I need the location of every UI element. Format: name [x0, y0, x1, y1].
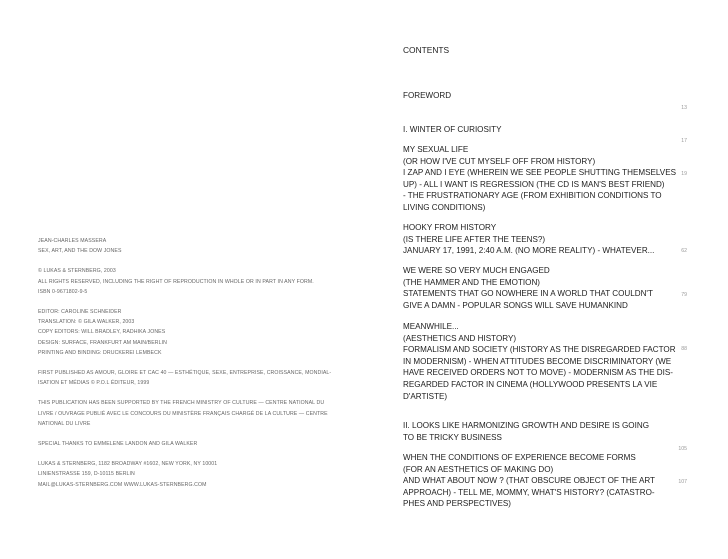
toc-entry-description: JANUARY 17, 1991, 2:40 A.M. (NO MORE REALITY) - WHATEVER...: [403, 246, 655, 256]
support-line-3: NATIONAL DU LIVRE: [38, 420, 91, 427]
first-published-line-2: ISATION ET MÉDIAS © P.O.L ÉDITEUR, 1999: [38, 380, 150, 387]
toc-entry-description: IN MODERNISM) - WHEN ATTITUDES BECOME DISCRIMINATORY (WE: [403, 356, 672, 366]
toc-entry-description: UP) - ALL I WANT IS REGRESSION (THE CD IS MAN'S BEST FRIEND): [403, 179, 665, 189]
thanks-line: SPECIAL THANKS TO EMMELENE LANDON AND GILA WALKER: [38, 441, 198, 448]
author-name: JEAN-CHARLES MASSERA: [38, 238, 107, 244]
toc-entry-title: II. LOOKS LIKE HARMONIZING GROWTH AND DESIRE IS GOING: [403, 421, 649, 430]
address-line-2: LINIENSTRASSE 159, D-10115 BERLIN: [38, 471, 135, 478]
book-title: SEX, ART, AND THE DOW JONES: [38, 248, 122, 255]
page-number: 105: [678, 446, 687, 452]
toc-entry-foreword: [403, 90, 665, 102]
printing-line: PRINTING AND BINDING: DRUCKEREI LEMBECK: [38, 349, 162, 356]
toc-entry-description: PHES AND PERSPECTIVES): [403, 499, 511, 509]
toc-entry-description: STATEMENTS THAT GO NOWHERE IN A WORLD THAT COULDN'T: [403, 289, 653, 299]
toc-entry-subtitle: (FOR AN AESTHETICS OF MAKING DO): [403, 464, 554, 474]
toc-entry-title: I. WINTER OF CURIOSITY: [403, 125, 502, 134]
toc-entry-subtitle: (THE HAMMER AND THE EMOTION): [403, 277, 540, 287]
toc-entry-description: HAVE RECEIVED ORDERS NOT TO MOVE) - MODERNISM AS THE DIS-: [403, 368, 673, 378]
page-number: 17: [681, 138, 687, 144]
toc-entry-subtitle: (OR HOW I'VE CUT MYSELF OFF FROM HISTORY): [403, 156, 596, 166]
toc-entry-description: AND WHAT ABOUT NOW ? (THAT OBSCURE OBJECT OF THE ART: [403, 476, 655, 486]
toc-entry-part-1: [403, 124, 665, 136]
support-line: THIS PUBLICATION HAS BEEN SUPPORTED BY THE FRENCH MINISTRY OF CULTURE — CENTRE NATIONAL DU: [38, 400, 325, 407]
toc-entry-title: WE WERE SO VERY MUCH ENGAGED: [403, 266, 550, 275]
rights-line: ALL RIGHTS RESERVED, INCLUDING THE RIGHT OF REPRODUCTION IN WHOLE OR IN PART IN ANY FORM.: [38, 278, 314, 285]
first-published-line: FIRST PUBLISHED AS AMOUR, GLOIRE ET CAC 40 — ESTHÉTIQUE, SEXE, ENTREPRISE, CROISSANCE, MONDIAL-: [38, 370, 332, 377]
support-line-2: LIVRE / OUVRAGE PUBLIÉ AVEC LE CONCOURS DU MINISTÈRE FRANÇAIS CHARGÉ DE LA CULTURE — CENTRE: [38, 410, 328, 417]
page-number: 107: [678, 479, 687, 485]
page-number: 19: [681, 171, 687, 177]
contact-line: MAIL@LUKAS-STERNBERG.COM WWW.LUKAS-STERNBERG.COM: [38, 481, 207, 488]
toc-entry-title: MY SEXUAL LIFE: [403, 145, 469, 154]
isbn-line: ISBN 0-9671802-9-5: [38, 288, 88, 295]
toc-entry-meanwhile: [403, 321, 676, 402]
editor-line: EDITOR: CAROLINE SCHNEIDER: [38, 309, 122, 316]
colophon: [38, 236, 338, 490]
toc-entry-engaged: [403, 265, 665, 311]
page-number: 62: [681, 248, 687, 254]
toc-entry-title: MEANWHILE...: [403, 322, 459, 331]
toc-entry-hooky-from-history: [403, 222, 665, 257]
toc-entry-description: - THE FRUSTRATIONARY AGE (FROM EXHIBITION CONDITIONS TO: [403, 191, 662, 201]
toc-entry-my-sexual-life: [403, 144, 676, 214]
toc-entry-description: I ZAP AND I EYE (WHEREIN WE SEE PEOPLE SHUTTING THEMSELVES: [403, 168, 676, 178]
page-number: 13: [681, 105, 687, 111]
toc-entry-title: TO BE TRICKY BUSINESS: [403, 432, 502, 442]
toc-entry-description: FORMALISM AND SOCIETY (HISTORY AS THE DISREGARDED FACTOR: [403, 345, 676, 355]
toc-entry-subtitle: (IS THERE LIFE AFTER THE TEENS?): [403, 234, 546, 244]
address-line: LUKAS & STERNBERG, 1182 BROADWAY #1602, NEW YORK, NY 10001: [38, 461, 218, 468]
design-line: DESIGN: SURFACE, FRANKFURT AM MAIN/BERLIN: [38, 339, 168, 346]
toc-entry-subtitle: (AESTHETICS AND HISTORY): [403, 333, 517, 343]
toc-entry-description: APPROACH) - TELL ME, MOMMY, WHAT'S HISTORY? (CATASTRO-: [403, 487, 655, 497]
toc-entry-conditions-of-experience: [403, 452, 665, 510]
toc-entry-title: WHEN THE CONDITIONS OF EXPERIENCE BECOME FORMS: [403, 453, 636, 462]
copyright-line: © LUKAS & STERNBERG, 2003: [38, 268, 116, 275]
toc-entry-description: REGARDED FACTOR IN CINEMA (HOLLYWOOD PRESENTS LA VIE: [403, 379, 658, 389]
toc-entry-description: D'ARTISTE): [403, 391, 448, 401]
toc-entry-title: FOREWORD: [403, 91, 452, 100]
contents-title: CONTENTS: [403, 45, 450, 55]
toc-entry-description: LIVING CONDITIONS): [403, 202, 486, 212]
toc-entry-title: HOOKY FROM HISTORY: [403, 223, 497, 232]
toc-entry-part-2: [403, 420, 665, 443]
page-number: 79: [681, 292, 687, 298]
page-number: 88: [681, 346, 687, 352]
copy-editors-line: COPY EDITORS: WILL BRADLEY, RADHIKA JONES: [38, 329, 166, 336]
toc-entry-description: GIVE A DAMN - POPULAR SONGS WILL SAVE HUMANKIND: [403, 300, 628, 310]
translation-line: TRANSLATION: © GILA WALKER, 2003: [38, 319, 135, 326]
